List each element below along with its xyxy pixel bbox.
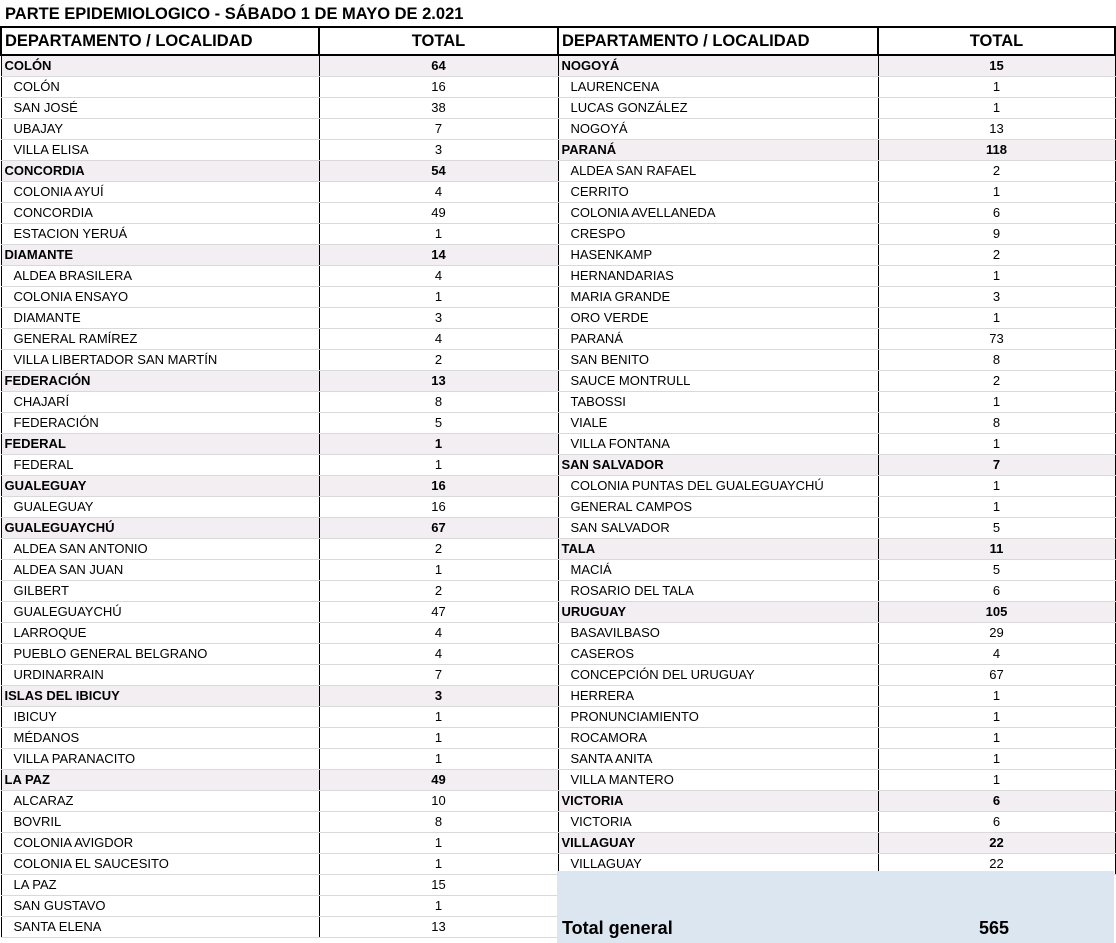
right-table <box>557 26 1114 875</box>
locality-row <box>1 203 558 224</box>
locality-name: HERRERA <box>558 686 878 707</box>
locality-name: LUCAS GONZÁLEZ <box>558 98 878 119</box>
locality-row <box>558 665 1115 686</box>
locality-total: 4 <box>319 266 558 287</box>
locality-name: COLONIA PUNTAS DEL GUALEGUAYCHÚ <box>558 476 878 497</box>
locality-name: CERRITO <box>558 182 878 203</box>
locality-total: 1 <box>878 434 1115 455</box>
locality-total: 1 <box>319 224 558 245</box>
locality-total: 1 <box>878 728 1115 749</box>
locality-total: 4 <box>319 623 558 644</box>
department-total: 1 <box>319 434 558 455</box>
locality-total: 1 <box>878 686 1115 707</box>
department-row <box>1 371 558 392</box>
header-row <box>558 27 1115 55</box>
locality-name: CHAJARÍ <box>1 392 319 413</box>
locality-name: GUALEGUAYCHÚ <box>1 602 319 623</box>
locality-total: 15 <box>319 875 558 896</box>
locality-name: ORO VERDE <box>558 308 878 329</box>
department-name: FEDERACIÓN <box>1 371 319 392</box>
locality-row <box>1 812 558 833</box>
locality-total: 1 <box>878 182 1115 203</box>
total-general-box <box>557 871 1114 943</box>
locality-row <box>1 350 558 371</box>
locality-row <box>558 287 1115 308</box>
locality-row <box>558 476 1115 497</box>
department-row <box>558 140 1115 161</box>
locality-total: 6 <box>878 812 1115 833</box>
locality-row <box>558 749 1115 770</box>
locality-total: 1 <box>319 560 558 581</box>
locality-name: SANTA ANITA <box>558 749 878 770</box>
locality-name: GENERAL CAMPOS <box>558 497 878 518</box>
locality-name: SAN SALVADOR <box>558 518 878 539</box>
locality-name: DIAMANTE <box>1 308 319 329</box>
locality-row <box>1 623 558 644</box>
locality-name: VIALE <box>558 413 878 434</box>
locality-name: NOGOYÁ <box>558 119 878 140</box>
locality-name: ALDEA SAN JUAN <box>1 560 319 581</box>
locality-total: 7 <box>319 665 558 686</box>
department-total: 3 <box>319 686 558 707</box>
department-name: ISLAS DEL IBICUY <box>1 686 319 707</box>
locality-name: COLÓN <box>1 77 319 98</box>
locality-total: 2 <box>878 371 1115 392</box>
locality-name: ESTACION YERUÁ <box>1 224 319 245</box>
locality-name: ROCAMORA <box>558 728 878 749</box>
locality-total: 5 <box>319 413 558 434</box>
department-name: NOGOYÁ <box>558 55 878 77</box>
locality-total: 1 <box>878 98 1115 119</box>
locality-total: 1 <box>319 707 558 728</box>
locality-total: 2 <box>319 539 558 560</box>
locality-row <box>1 224 558 245</box>
locality-name: FEDERACIÓN <box>1 413 319 434</box>
locality-row <box>558 329 1115 350</box>
department-name: VICTORIA <box>558 791 878 812</box>
locality-name: ALDEA SAN ANTONIO <box>1 539 319 560</box>
locality-name: PUEBLO GENERAL BELGRANO <box>1 644 319 665</box>
locality-total: 1 <box>878 308 1115 329</box>
locality-row <box>1 917 558 938</box>
locality-name: COLONIA AYUÍ <box>1 182 319 203</box>
locality-total: 16 <box>319 497 558 518</box>
locality-row <box>1 266 558 287</box>
locality-name: GENERAL RAMÍREZ <box>1 329 319 350</box>
department-total: 49 <box>319 770 558 791</box>
locality-name: SANTA ELENA <box>1 917 319 938</box>
department-row <box>1 55 558 77</box>
locality-total: 1 <box>319 749 558 770</box>
locality-total: 8 <box>319 392 558 413</box>
department-row <box>1 770 558 791</box>
department-total: 11 <box>878 539 1115 560</box>
locality-total: 6 <box>878 581 1115 602</box>
department-row <box>1 686 558 707</box>
locality-row <box>1 392 558 413</box>
locality-name: LARROQUE <box>1 623 319 644</box>
locality-row <box>558 560 1115 581</box>
locality-row <box>558 98 1115 119</box>
locality-total: 2 <box>878 245 1115 266</box>
department-name: TALA <box>558 539 878 560</box>
locality-row <box>1 308 558 329</box>
locality-total: 1 <box>878 476 1115 497</box>
department-name: GUALEGUAYCHÚ <box>1 518 319 539</box>
locality-name: ALCARAZ <box>1 791 319 812</box>
locality-name: CASEROS <box>558 644 878 665</box>
total-general-value: 565 <box>979 918 1010 938</box>
column-header-total: TOTAL <box>319 27 558 55</box>
locality-row <box>558 203 1115 224</box>
locality-row <box>558 497 1115 518</box>
locality-total: 10 <box>319 791 558 812</box>
locality-total: 8 <box>319 812 558 833</box>
locality-row <box>1 728 558 749</box>
department-row <box>1 476 558 497</box>
column-header-total: TOTAL <box>878 27 1115 55</box>
locality-row <box>558 224 1115 245</box>
locality-name: FEDERAL <box>1 455 319 476</box>
locality-total: 4 <box>319 329 558 350</box>
locality-row <box>558 770 1115 791</box>
department-total: 118 <box>878 140 1115 161</box>
locality-name: MARIA GRANDE <box>558 287 878 308</box>
locality-row <box>1 182 558 203</box>
locality-total: 22 <box>878 854 1115 875</box>
locality-row <box>558 728 1115 749</box>
locality-row <box>558 77 1115 98</box>
locality-row <box>1 665 558 686</box>
locality-row <box>1 287 558 308</box>
department-name: VILLAGUAY <box>558 833 878 854</box>
department-name: PARANÁ <box>558 140 878 161</box>
locality-total: 4 <box>319 644 558 665</box>
locality-total: 16 <box>319 77 558 98</box>
locality-row <box>1 581 558 602</box>
locality-name: PRONUNCIAMIENTO <box>558 707 878 728</box>
locality-row <box>1 896 558 917</box>
locality-total: 5 <box>878 560 1115 581</box>
locality-row <box>558 686 1115 707</box>
locality-row <box>558 119 1115 140</box>
department-total: 16 <box>319 476 558 497</box>
locality-name: MACIÁ <box>558 560 878 581</box>
locality-row <box>558 707 1115 728</box>
locality-row <box>1 644 558 665</box>
header-row <box>1 27 558 55</box>
locality-total: 29 <box>878 623 1115 644</box>
locality-name: CRESPO <box>558 224 878 245</box>
department-row <box>1 518 558 539</box>
locality-total: 1 <box>319 287 558 308</box>
locality-name: VILLA ELISA <box>1 140 319 161</box>
department-total: 54 <box>319 161 558 182</box>
left-table <box>0 26 557 938</box>
locality-total: 1 <box>878 392 1115 413</box>
locality-row <box>1 791 558 812</box>
locality-name: VILLA FONTANA <box>558 434 878 455</box>
locality-total: 47 <box>319 602 558 623</box>
locality-row <box>1 413 558 434</box>
department-name: DIAMANTE <box>1 245 319 266</box>
locality-total: 13 <box>319 917 558 938</box>
department-total: 14 <box>319 245 558 266</box>
locality-row <box>1 119 558 140</box>
locality-row <box>1 539 558 560</box>
department-name: FEDERAL <box>1 434 319 455</box>
locality-row <box>1 455 558 476</box>
locality-row <box>1 707 558 728</box>
department-total: 15 <box>878 55 1115 77</box>
locality-row <box>558 518 1115 539</box>
locality-total: 9 <box>878 224 1115 245</box>
locality-name: COLONIA EL SAUCESITO <box>1 854 319 875</box>
locality-name: VILLA LIBERTADOR SAN MARTÍN <box>1 350 319 371</box>
locality-total: 2 <box>319 350 558 371</box>
locality-row <box>1 833 558 854</box>
locality-row <box>1 602 558 623</box>
locality-row <box>1 749 558 770</box>
department-row <box>1 434 558 455</box>
locality-row <box>558 371 1115 392</box>
locality-name: URDINARRAIN <box>1 665 319 686</box>
report-title: PARTE EPIDEMIOLOGICO - SÁBADO 1 DE MAYO DE 2.021 <box>5 5 464 23</box>
locality-row <box>558 266 1115 287</box>
locality-total: 1 <box>878 77 1115 98</box>
locality-row <box>1 497 558 518</box>
locality-name: SAN BENITO <box>558 350 878 371</box>
department-row <box>558 455 1115 476</box>
department-total: 64 <box>319 55 558 77</box>
locality-row <box>558 182 1115 203</box>
department-name: LA PAZ <box>1 770 319 791</box>
locality-name: ALDEA SAN RAFAEL <box>558 161 878 182</box>
locality-row <box>1 854 558 875</box>
column-header-name: DEPARTAMENTO / LOCALIDAD <box>558 27 878 55</box>
locality-total: 1 <box>878 770 1115 791</box>
locality-total: 1 <box>878 497 1115 518</box>
locality-total: 2 <box>878 161 1115 182</box>
locality-name: TABOSSI <box>558 392 878 413</box>
locality-total: 13 <box>878 119 1115 140</box>
locality-row <box>558 812 1115 833</box>
locality-total: 5 <box>878 518 1115 539</box>
locality-name: VILLA PARANACITO <box>1 749 319 770</box>
locality-total: 6 <box>878 203 1115 224</box>
department-total: 6 <box>878 791 1115 812</box>
locality-name: MÉDANOS <box>1 728 319 749</box>
locality-total: 1 <box>319 455 558 476</box>
locality-total: 4 <box>878 644 1115 665</box>
locality-name: PARANÁ <box>558 329 878 350</box>
locality-name: BOVRIL <box>1 812 319 833</box>
department-row <box>558 791 1115 812</box>
locality-total: 1 <box>319 728 558 749</box>
locality-row <box>558 644 1115 665</box>
locality-row <box>558 392 1115 413</box>
locality-row <box>1 98 558 119</box>
locality-row <box>558 308 1115 329</box>
locality-total: 8 <box>878 350 1115 371</box>
department-row <box>558 55 1115 77</box>
locality-row <box>558 434 1115 455</box>
locality-row <box>558 161 1115 182</box>
department-total: 22 <box>878 833 1115 854</box>
locality-name: LAURENCENA <box>558 77 878 98</box>
locality-total: 2 <box>319 581 558 602</box>
locality-total: 3 <box>319 308 558 329</box>
locality-total: 1 <box>319 833 558 854</box>
locality-name: HASENKAMP <box>558 245 878 266</box>
locality-row <box>1 77 558 98</box>
locality-name: ROSARIO DEL TALA <box>558 581 878 602</box>
locality-total: 38 <box>319 98 558 119</box>
department-total: 105 <box>878 602 1115 623</box>
locality-name: CONCORDIA <box>1 203 319 224</box>
department-row <box>558 833 1115 854</box>
locality-name: VILLA MANTERO <box>558 770 878 791</box>
department-name: GUALEGUAY <box>1 476 319 497</box>
locality-total: 1 <box>319 896 558 917</box>
department-name: COLÓN <box>1 55 319 77</box>
locality-row <box>558 245 1115 266</box>
locality-total: 67 <box>878 665 1115 686</box>
locality-name: COLONIA AVELLANEDA <box>558 203 878 224</box>
locality-name: VILLAGUAY <box>558 854 878 875</box>
locality-row <box>1 875 558 896</box>
locality-row <box>1 560 558 581</box>
locality-total: 7 <box>319 119 558 140</box>
department-row <box>558 602 1115 623</box>
locality-total: 1 <box>319 854 558 875</box>
locality-name: CONCEPCIÓN DEL URUGUAY <box>558 665 878 686</box>
column-header-name: DEPARTAMENTO / LOCALIDAD <box>1 27 319 55</box>
locality-name: GUALEGUAY <box>1 497 319 518</box>
locality-total: 3 <box>319 140 558 161</box>
locality-row <box>558 413 1115 434</box>
department-name: URUGUAY <box>558 602 878 623</box>
locality-row <box>1 140 558 161</box>
locality-row <box>1 329 558 350</box>
locality-total: 1 <box>878 266 1115 287</box>
locality-total: 8 <box>878 413 1115 434</box>
locality-name: SAUCE MONTRULL <box>558 371 878 392</box>
locality-total: 3 <box>878 287 1115 308</box>
locality-name: SAN GUSTAVO <box>1 896 319 917</box>
locality-total: 1 <box>878 707 1115 728</box>
locality-name: HERNANDARIAS <box>558 266 878 287</box>
locality-name: IBICUY <box>1 707 319 728</box>
locality-name: COLONIA AVIGDOR <box>1 833 319 854</box>
department-row <box>1 245 558 266</box>
locality-name: ALDEA BRASILERA <box>1 266 319 287</box>
locality-name: SAN JOSÉ <box>1 98 319 119</box>
locality-name: GILBERT <box>1 581 319 602</box>
total-general-label: Total general <box>562 918 673 938</box>
locality-row <box>558 581 1115 602</box>
locality-name: LA PAZ <box>1 875 319 896</box>
locality-row <box>558 350 1115 371</box>
locality-name: UBAJAY <box>1 119 319 140</box>
locality-name: BASAVILBASO <box>558 623 878 644</box>
locality-name: COLONIA ENSAYO <box>1 287 319 308</box>
department-total: 7 <box>878 455 1115 476</box>
locality-name: VICTORIA <box>558 812 878 833</box>
department-total: 13 <box>319 371 558 392</box>
locality-total: 49 <box>319 203 558 224</box>
department-row <box>558 539 1115 560</box>
locality-total: 4 <box>319 182 558 203</box>
locality-total: 73 <box>878 329 1115 350</box>
locality-total: 1 <box>878 749 1115 770</box>
department-row <box>1 161 558 182</box>
locality-row <box>558 623 1115 644</box>
department-total: 67 <box>319 518 558 539</box>
department-name: SAN SALVADOR <box>558 455 878 476</box>
department-name: CONCORDIA <box>1 161 319 182</box>
